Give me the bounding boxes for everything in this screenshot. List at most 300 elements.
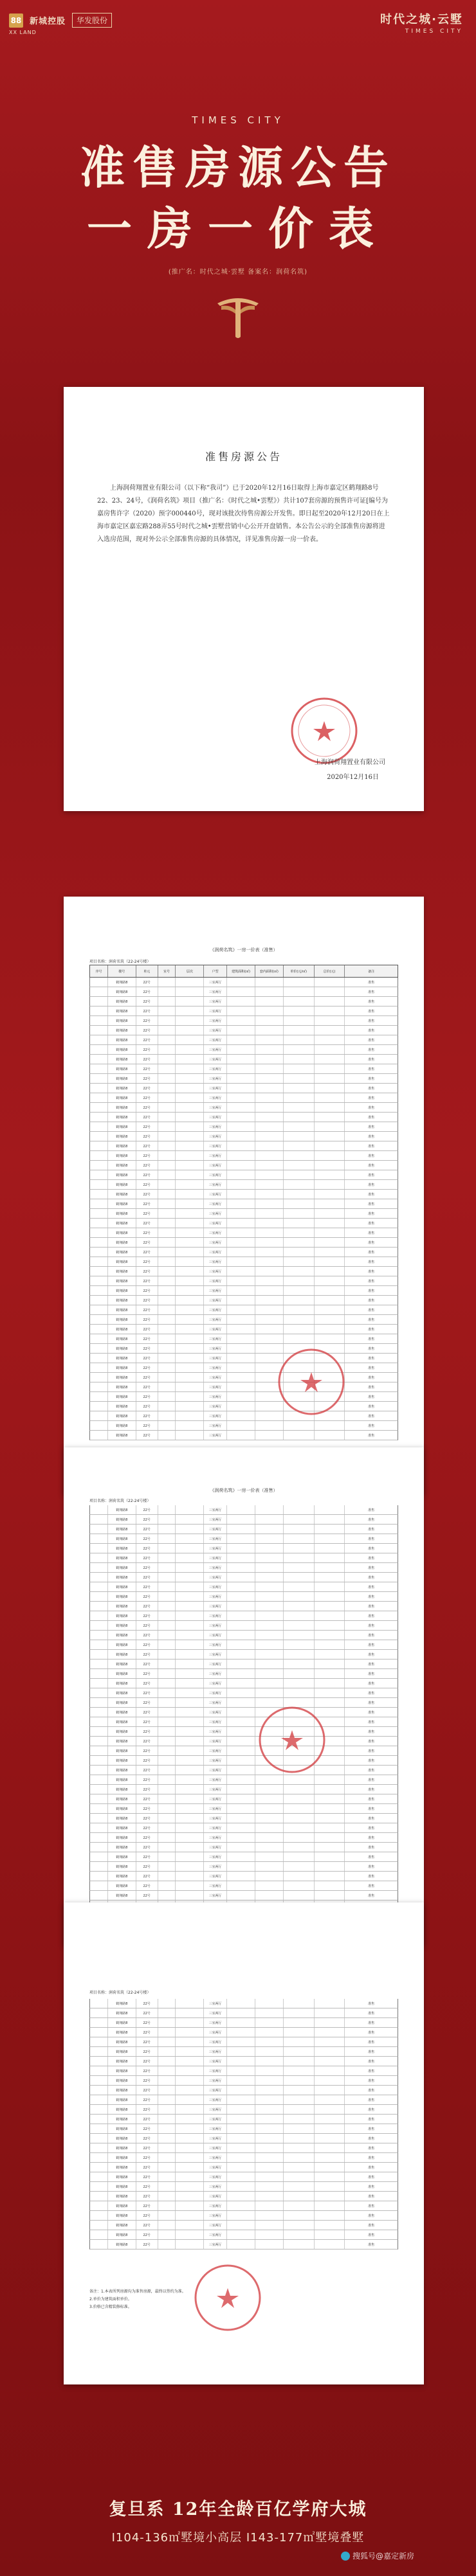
table-cell: 22号: [136, 1582, 158, 1591]
table-cell: 鹤翔路8: [108, 2124, 136, 2133]
table-cell: 准售: [368, 1614, 375, 1618]
table-cell: [176, 1141, 204, 1150]
table-cell: [315, 1881, 345, 1890]
table-cell: [227, 1170, 255, 1179]
table-cell: [90, 1267, 108, 1276]
table-cell: [227, 1257, 255, 1266]
table-cell: [315, 1006, 345, 1015]
table-cell: [90, 2163, 108, 2172]
table-cell: [284, 997, 315, 1006]
table-cell: [158, 1093, 176, 1102]
table-cell: [255, 1688, 284, 1697]
table-cell: [176, 1315, 204, 1324]
table-cell: [227, 2115, 255, 2124]
table-caption: 《润荷名筑》一房一价表（准售）: [210, 1488, 278, 1493]
table-cell: [227, 1602, 255, 1611]
table-row: [89, 2047, 398, 2057]
table-cell: 三室两厅: [204, 2086, 227, 2095]
table-cell: 鹤翔路8: [108, 1132, 136, 1141]
table-cell: [284, 1315, 315, 1324]
table-cell: 三室两厅: [204, 1843, 227, 1852]
price-table-page-1: [64, 897, 424, 1494]
table-cell: [227, 1891, 255, 1900]
table-cell: [90, 1248, 108, 1257]
col-header: 室号: [158, 965, 176, 977]
table-cell: [158, 978, 176, 987]
table-cell: [90, 1325, 108, 1334]
table-cell: [158, 1228, 176, 1237]
table-cell: [176, 2211, 204, 2220]
table-cell: 三室两厅: [204, 1659, 227, 1668]
table-cell: [176, 1382, 204, 1391]
table-cell: [255, 1534, 284, 1543]
table-cell: 准售: [368, 2040, 375, 2044]
table-cell: [315, 1515, 345, 1524]
table-cell: 准售: [368, 1433, 375, 1438]
table-cell: 22号: [136, 1084, 158, 1093]
table-cell: [90, 1170, 108, 1179]
table-row: [89, 1852, 398, 1862]
table-cell: [255, 1421, 284, 1430]
table-cell: 三室两厅: [204, 1852, 227, 1861]
table-cell: [90, 1074, 108, 1083]
table-cell: [255, 2076, 284, 2085]
table-cell: 22号: [136, 1650, 158, 1659]
table-cell: 三室两厅: [204, 2124, 227, 2133]
table-row: [89, 1402, 398, 1411]
table-cell: 准售: [368, 2069, 375, 2073]
table-cell: 22号: [136, 1045, 158, 1054]
table-cell: 三室两厅: [204, 987, 227, 996]
table-row: [89, 1843, 398, 1852]
table-cell: [158, 1373, 176, 1382]
table-row: [89, 1411, 398, 1421]
table-cell: [176, 1354, 204, 1363]
table-cell: [284, 2115, 315, 2124]
table-cell: [227, 1122, 255, 1131]
table-cell: [176, 1093, 204, 1102]
col-header: 备注: [368, 969, 375, 974]
table-cell: 鹤翔路8: [108, 1698, 136, 1707]
table-cell: 三室两厅: [204, 2240, 227, 2249]
table-cell: [90, 1373, 108, 1382]
table-cell: 准售: [368, 1298, 375, 1303]
table-cell: 鹤翔路8: [108, 2211, 136, 2220]
table-cell: [315, 1103, 345, 1112]
table-cell: [176, 1257, 204, 1266]
table-cell: 三室两厅: [204, 1785, 227, 1794]
table-cell: [158, 1698, 176, 1707]
table-cell: [158, 1679, 176, 1688]
table-cell: 鹤翔路8: [108, 1190, 136, 1199]
table-cell: 三室两厅: [204, 1688, 227, 1697]
table-cell: 准售: [368, 1038, 375, 1042]
table-cell: 准售: [368, 2001, 375, 2006]
table-cell: [284, 1141, 315, 1150]
table-cell: 22号: [136, 2105, 158, 2114]
partner-logo: 华发股份: [72, 13, 112, 28]
table-cell: [90, 1852, 108, 1861]
table-cell: [176, 1631, 204, 1640]
table-cell: [284, 2211, 315, 2220]
table-cell: 准售: [368, 2127, 375, 2131]
table-cell: [90, 1794, 108, 1803]
table-cell: [158, 1411, 176, 1420]
table-cell: [255, 1074, 284, 1083]
table-cell: [158, 2028, 176, 2037]
table-cell: [284, 1103, 315, 1112]
table-cell: [255, 1525, 284, 1534]
table-cell: [90, 2192, 108, 2201]
table-cell: [158, 1161, 176, 1170]
table-cell: [284, 1161, 315, 1170]
table-cell: 三室两厅: [204, 1354, 227, 1363]
table-cell: 准售: [368, 1115, 375, 1120]
table-cell: [255, 1573, 284, 1582]
table-cell: [315, 1794, 345, 1803]
table-cell: [284, 1055, 315, 1064]
table-cell: [255, 1505, 284, 1514]
table-cell: 鹤翔路8: [108, 1553, 136, 1562]
table-cell: [227, 1267, 255, 1276]
table-cell: [315, 2221, 345, 2230]
table-row: [89, 1766, 398, 1775]
table-cell: [315, 1775, 345, 1784]
table-row: [89, 1363, 398, 1373]
table-cell: [255, 1151, 284, 1160]
table-cell: [90, 2008, 108, 2017]
table-cell: [284, 1631, 315, 1640]
col-header: 总价(元): [315, 965, 345, 977]
table-cell: 准售: [368, 1585, 375, 1589]
table-cell: [255, 1276, 284, 1285]
table-cell: [90, 1775, 108, 1784]
table-cell: 准售: [368, 1672, 375, 1676]
table-cell: [284, 1794, 315, 1803]
table-cell: [227, 978, 255, 987]
table-cell: [284, 1190, 315, 1199]
table-cell: 准售: [368, 2165, 375, 2170]
table-cell: [255, 1843, 284, 1852]
table-cell: [176, 1544, 204, 1553]
table-cell: 三室两厅: [204, 1035, 227, 1044]
table-cell: 22号: [136, 1563, 158, 1572]
table-cell: 鹤翔路8: [108, 1228, 136, 1237]
table-cell: [158, 1775, 176, 1784]
table-cell: 三室两厅: [204, 997, 227, 1006]
table-cell: [315, 1074, 345, 1083]
table-cell: [227, 1611, 255, 1620]
table-cell: 鹤翔路8: [108, 1084, 136, 1093]
table-cell: 准售: [368, 1787, 375, 1792]
table-cell: [90, 1534, 108, 1543]
table-cell: [158, 987, 176, 996]
notice-date: 2020年12月16日: [327, 774, 379, 781]
table-cell: 准售: [368, 1816, 375, 1821]
table-cell: [90, 1814, 108, 1823]
table-cell: [227, 1084, 255, 1093]
header-bar: [0, 0, 476, 51]
table-cell: 22号: [136, 1833, 158, 1842]
table-cell: [255, 978, 284, 987]
table-cell: [158, 1737, 176, 1746]
table-cell: [255, 1122, 284, 1131]
table-cell: [90, 1228, 108, 1237]
table-row: [89, 1392, 398, 1402]
table-cell: [284, 1843, 315, 1852]
table-cell: [90, 1881, 108, 1890]
table-cell: [315, 1823, 345, 1832]
table-cell: [158, 1286, 176, 1295]
table-row: [89, 1219, 398, 1228]
table-row: [89, 2057, 398, 2066]
table-cell: [255, 2143, 284, 2152]
table-cell: [315, 1084, 345, 1093]
table-cell: 三室两厅: [204, 1344, 227, 1353]
table-cell: [227, 1238, 255, 1247]
table-cell: [315, 1431, 345, 1440]
table-cell: 鹤翔路8: [108, 1582, 136, 1591]
table-cell: 鹤翔路8: [108, 1544, 136, 1553]
table-cell: 三室两厅: [204, 1621, 227, 1630]
table-cell: 准售: [368, 2242, 375, 2247]
table-cell: [158, 2163, 176, 2172]
table-cell: 鹤翔路8: [108, 2028, 136, 2037]
table-cell: 三室两厅: [204, 1363, 227, 1372]
table-cell: 22号: [136, 2192, 158, 2201]
developer-logo-name: 新城控股: [30, 17, 66, 26]
table-cell: [90, 1421, 108, 1430]
table-cell: [158, 1382, 176, 1391]
table-cell: [176, 1717, 204, 1726]
table-row: [89, 987, 398, 997]
table-cell: 准售: [368, 1807, 375, 1811]
table-cell: 鹤翔路8: [108, 1862, 136, 1871]
table-cell: 22号: [136, 1219, 158, 1228]
table-cell: 准售: [368, 1183, 375, 1187]
table-cell: 准售: [368, 2050, 375, 2054]
table-cell: [176, 2105, 204, 2114]
table-cell: [90, 1257, 108, 1266]
table-cell: [315, 2066, 345, 2075]
table-cell: [158, 1238, 176, 1247]
table-cell: [284, 2182, 315, 2191]
table-cell: [90, 2172, 108, 2181]
table-cell: [90, 1698, 108, 1707]
table-cell: 准售: [368, 1308, 375, 1312]
table-caption: 《润荷名筑》一房一价表（准售）: [210, 947, 278, 953]
table-cell: [227, 1016, 255, 1025]
table-cell: 准售: [368, 1289, 375, 1293]
table-cell: [284, 2143, 315, 2152]
table-cell: [158, 1505, 176, 1514]
table-cell: [227, 2240, 255, 2249]
table-cell: 准售: [368, 1105, 375, 1110]
table-row: [89, 1698, 398, 1708]
table-cell: [227, 1190, 255, 1199]
table-cell: 鹤翔路8: [108, 1659, 136, 1668]
table-cell: [176, 1505, 204, 1514]
table-cell: 22号: [136, 1659, 158, 1668]
table-cell: [90, 1093, 108, 1102]
table-cell: 鹤翔路8: [108, 2221, 136, 2230]
table-cell: 准售: [368, 1758, 375, 1763]
table-cell: 准售: [368, 1028, 375, 1033]
table-cell: 鹤翔路8: [108, 1305, 136, 1314]
table-cell: [284, 1582, 315, 1591]
table-row: [89, 1573, 398, 1582]
table-cell: [255, 1093, 284, 1102]
table-cell: [227, 2008, 255, 2017]
table-cell: 鹤翔路8: [108, 1199, 136, 1208]
table-cell: [90, 1727, 108, 1736]
table-cell: 鹤翔路8: [108, 1669, 136, 1678]
table-cell: [315, 1862, 345, 1871]
table-cell: [315, 2182, 345, 2191]
table-cell: 鹤翔路8: [108, 1074, 136, 1083]
footnote-line: 3.价格已含精装修标准。: [89, 2305, 132, 2309]
table-cell: [227, 1141, 255, 1150]
table-cell: 22号: [136, 2172, 158, 2181]
table-cell: [176, 1872, 204, 1881]
table-cell: [158, 1084, 176, 1093]
table-row: [89, 2192, 398, 2201]
table-cell: [315, 2018, 345, 2027]
table-row: [89, 2201, 398, 2211]
table-cell: 鹤翔路8: [108, 1794, 136, 1803]
table-cell: [90, 2211, 108, 2220]
table-cell: [255, 1650, 284, 1659]
table-cell: [255, 2115, 284, 2124]
table-cell: 三室两厅: [204, 1132, 227, 1141]
table-cell: [315, 2008, 345, 2017]
col-header: 套内面积(㎡): [255, 965, 284, 977]
table-cell: [227, 2230, 255, 2239]
table-cell: 三室两厅: [204, 1573, 227, 1582]
promo-name-disclaimer: (推广名：时代之城·雲墅 备案名：润荷名筑): [168, 269, 308, 276]
table-cell: 三室两厅: [204, 1045, 227, 1054]
table-cell: 22号: [136, 1611, 158, 1620]
table-cell: [227, 1132, 255, 1141]
table-cell: 三室两厅: [204, 1650, 227, 1659]
table-cell: [315, 1161, 345, 1170]
table-cell: [90, 2134, 108, 2143]
table-cell: [90, 2230, 108, 2239]
table-cell: [158, 1305, 176, 1314]
table-cell: [158, 1122, 176, 1131]
table-cell: 三室两厅: [204, 1305, 227, 1314]
table-cell: 鹤翔路8: [108, 1891, 136, 1900]
table-cell: [255, 2018, 284, 2027]
table-cell: [158, 2066, 176, 2075]
table-cell: [227, 1074, 255, 1083]
table-cell: 鹤翔路8: [108, 1640, 136, 1649]
table-cell: [255, 1582, 284, 1591]
table-cell: 准售: [368, 1395, 375, 1399]
table-row: [89, 1602, 398, 1611]
table-cell: 准售: [368, 1874, 375, 1879]
table-cell: 准售: [368, 1749, 375, 1753]
times-city-label: TIMES CITY: [192, 114, 284, 126]
col-header: 户型: [204, 965, 227, 977]
table-cell: [227, 997, 255, 1006]
table-cell: 22号: [136, 1525, 158, 1534]
table-cell: 准售: [368, 1163, 375, 1168]
table-cell: [158, 1688, 176, 1697]
table-cell: 22号: [136, 2134, 158, 2143]
table-cell: 22号: [136, 2230, 158, 2239]
table-cell: [176, 1248, 204, 1257]
table-cell: [176, 1084, 204, 1093]
table-cell: [315, 1093, 345, 1102]
table-cell: [176, 1238, 204, 1247]
table-row: [89, 1296, 398, 1305]
table-cell: 三室两厅: [204, 2047, 227, 2056]
table-cell: 准售: [368, 1884, 375, 1888]
table-cell: [176, 1363, 204, 1372]
table-cell: [284, 1084, 315, 1093]
table-cell: [255, 1180, 284, 1189]
table-cell: 鹤翔路8: [108, 1679, 136, 1688]
table-cell: [158, 1354, 176, 1363]
table-cell: 三室两厅: [204, 1515, 227, 1524]
table-cell: 鹤翔路8: [108, 1141, 136, 1150]
table-cell: [176, 2163, 204, 2172]
table-cell: [90, 1688, 108, 1697]
table-cell: 鹤翔路8: [108, 1999, 136, 2008]
table-cell: [227, 1717, 255, 1726]
table-cell: 准售: [368, 1691, 375, 1695]
table-cell: 三室两厅: [204, 1373, 227, 1382]
table-cell: [158, 1276, 176, 1285]
table-cell: 准售: [368, 1623, 375, 1628]
table-cell: [255, 2124, 284, 2133]
table-cell: [255, 1544, 284, 1553]
table-cell: [176, 1698, 204, 1707]
table-cell: [90, 1296, 108, 1305]
table-cell: [227, 1305, 255, 1314]
table-cell: [158, 1141, 176, 1150]
table-cell: [90, 1582, 108, 1591]
table-cell: 22号: [136, 1035, 158, 1044]
table-cell: 22号: [136, 1026, 158, 1035]
table-cell: [315, 2134, 345, 2143]
table-cell: [255, 1669, 284, 1678]
table-cell: [255, 1804, 284, 1813]
table-cell: 鹤翔路8: [108, 1325, 136, 1334]
table-cell: 22号: [136, 1698, 158, 1707]
table-cell: [176, 2134, 204, 2143]
table-cell: 三室两厅: [204, 1151, 227, 1160]
table-cell: 鹤翔路8: [108, 2240, 136, 2249]
table-cell: [284, 1602, 315, 1611]
table-cell: 22号: [136, 1113, 158, 1122]
table-cell: [255, 1228, 284, 1237]
table-row: [89, 1814, 398, 1823]
table-cell: [176, 1161, 204, 1170]
table-cell: 鹤翔路8: [108, 1621, 136, 1630]
table-cell: 准售: [368, 1212, 375, 1216]
table-cell: [158, 2095, 176, 2104]
footer-product-lines: I104-136㎡墅境小高层 I143-177㎡墅境叠墅: [111, 2531, 365, 2545]
table-cell: 22号: [136, 1746, 158, 1755]
table-cell: [176, 1151, 204, 1160]
table-cell: [255, 2028, 284, 2037]
table-row: [89, 2086, 398, 2095]
table-cell: 准售: [368, 1893, 375, 1898]
table-row: [89, 1161, 398, 1170]
table-row: [89, 2211, 398, 2221]
